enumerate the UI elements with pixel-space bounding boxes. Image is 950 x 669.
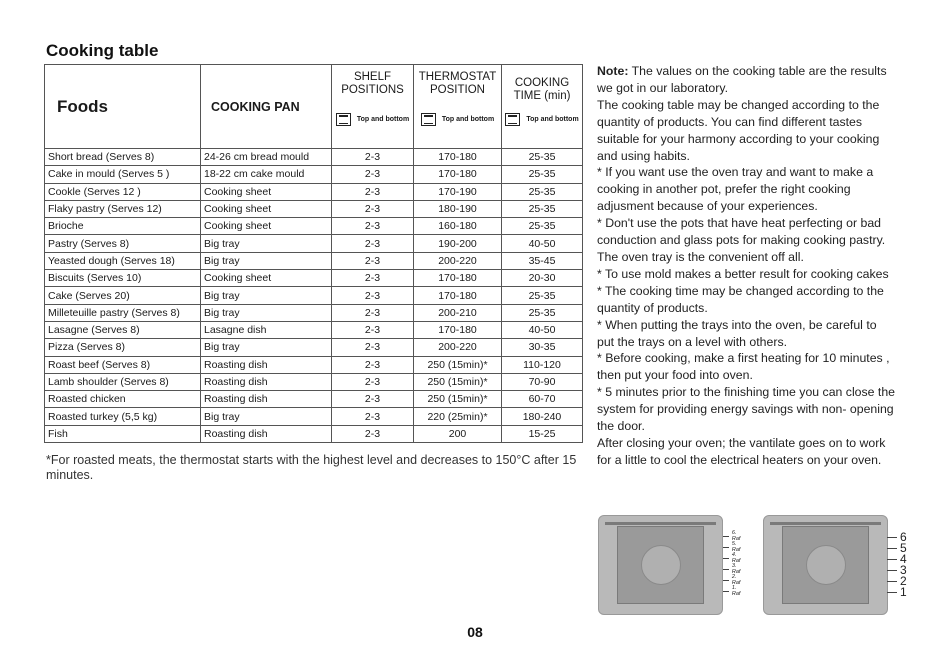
shelf-label: 6. Raf xyxy=(731,530,741,542)
cell-pan: Cooking sheet xyxy=(201,200,332,217)
shelf-number: 5 xyxy=(900,541,907,555)
cell-food: Short bread (Serves 8) xyxy=(45,149,201,166)
cell-food: Roasted turkey (5,5 kg) xyxy=(45,408,201,425)
cell-food: Cookle (Serves 12 ) xyxy=(45,183,201,200)
top-bottom-label: Top and bottom xyxy=(526,115,579,123)
table-row xyxy=(45,339,583,356)
cell-pan: Roasting dish xyxy=(201,425,332,442)
table-row xyxy=(45,252,583,269)
cell-pan: Big tray xyxy=(201,287,332,304)
header-cooking-pan: COOKING PAN xyxy=(201,65,332,149)
cell-food: Milleteuille pastry (Serves 8) xyxy=(45,304,201,321)
note-paragraph: * If you want use the oven tray and want to make a cooking in another pot, prefer the right cooking adjusment because of your experiences. xyxy=(597,165,874,214)
table-row xyxy=(45,166,583,183)
page-number: 08 xyxy=(467,624,483,640)
cell-pan: Cooking sheet xyxy=(201,183,332,200)
cell-thermostat: 170-180 xyxy=(414,287,502,304)
table-row xyxy=(45,183,583,200)
cell-time: 180-240 xyxy=(502,408,583,425)
cell-shelf: 2-3 xyxy=(332,235,414,252)
oven-fan-icon xyxy=(806,545,846,585)
header-cooking-time xyxy=(502,65,583,149)
cell-time: 40-50 xyxy=(502,235,583,252)
cell-pan: 18-22 cm cake mould xyxy=(201,166,332,183)
header-cooking-label: COOKING TIME (min) xyxy=(513,77,571,102)
cell-thermostat: 160-180 xyxy=(414,218,502,235)
cell-food: Cake in mould (Serves 5 ) xyxy=(45,166,201,183)
note-text: The values on the cooking table are the results we got in our laboratory. xyxy=(597,64,887,95)
cell-food: Fish xyxy=(45,425,201,442)
notes-column xyxy=(597,63,897,469)
cell-time: 25-35 xyxy=(502,287,583,304)
cell-shelf: 2-3 xyxy=(332,391,414,408)
cell-thermostat: 190-200 xyxy=(414,235,502,252)
cell-food: Brioche xyxy=(45,218,201,235)
shelf-number: 4 xyxy=(900,552,907,566)
cell-shelf: 2-3 xyxy=(332,287,414,304)
cell-shelf: 2-3 xyxy=(332,321,414,338)
cell-pan: Cooking sheet xyxy=(201,218,332,235)
table-row xyxy=(45,425,583,442)
table-body xyxy=(45,149,583,443)
cell-thermostat: 250 (15min)* xyxy=(414,356,502,373)
header-shelf-label: SHELF POSITIONS xyxy=(341,71,404,96)
cell-pan: Roasting dish xyxy=(201,373,332,390)
cell-pan: 24-26 cm bread mould xyxy=(201,149,332,166)
header-thermostat-label: THERMOSTAT POSITION xyxy=(418,71,497,96)
note-paragraph: * Don't use the pots that have heat perfecting or bad conduction and glass pots for making cooking pastry. The oven tray is the convenient off all. xyxy=(597,216,886,264)
header-thermostat-position xyxy=(414,65,502,149)
table-row xyxy=(45,356,583,373)
oven-interior-image-left xyxy=(598,515,723,615)
cell-pan: Roasting dish xyxy=(201,356,332,373)
table-header-row xyxy=(45,65,583,149)
table-row xyxy=(45,270,583,287)
shelf-label: 1. Raf xyxy=(731,585,741,597)
cell-time: 25-35 xyxy=(502,218,583,235)
cell-pan: Big tray xyxy=(201,235,332,252)
cell-time: 25-35 xyxy=(502,304,583,321)
cell-food: Pizza (Serves 8) xyxy=(45,339,201,356)
cell-shelf: 2-3 xyxy=(332,200,414,217)
note-paragraph: * Before cooking, make a first heating for 10 minutes , then put your food into oven. xyxy=(597,351,890,383)
cell-food: Cake (Serves 20) xyxy=(45,287,201,304)
shelf-label: 3. Raf xyxy=(731,563,741,575)
cell-time: 60-70 xyxy=(502,391,583,408)
cell-thermostat: 250 (15min)* xyxy=(414,391,502,408)
cell-shelf: 2-3 xyxy=(332,425,414,442)
note-paragraph: * 5 minutes prior to the finishing time you can close the system for providing energy savings with non- opening the door. xyxy=(597,385,896,434)
cell-pan: Big tray xyxy=(201,252,332,269)
cell-food: Biscuits (Serves 10) xyxy=(45,270,201,287)
cell-pan: Big tray xyxy=(201,304,332,321)
cell-shelf: 2-3 xyxy=(332,270,414,287)
table-row xyxy=(45,408,583,425)
note-paragraph: After closing your oven; the vantilate goes on to work for a little to cool the electrical heaters on your oven. xyxy=(597,435,886,467)
cell-pan: Lasagne dish xyxy=(201,321,332,338)
cell-time: 30-35 xyxy=(502,339,583,356)
cell-time: 25-35 xyxy=(502,183,583,200)
cell-food: Lasagne (Serves 8) xyxy=(45,321,201,338)
top-bottom-heat-icon xyxy=(421,113,436,126)
shelf-label: 4. Raf xyxy=(731,552,741,564)
table-row xyxy=(45,235,583,252)
cell-thermostat: 220 (25min)* xyxy=(414,408,502,425)
cell-food: Yeasted dough (Serves 18) xyxy=(45,252,201,269)
cell-food: Lamb shoulder (Serves 8) xyxy=(45,373,201,390)
oven-fan-icon xyxy=(641,545,681,585)
shelf-number: 2 xyxy=(900,574,907,588)
shelf-label: 2. Raf xyxy=(731,574,741,586)
top-bottom-heat-icon xyxy=(505,113,520,126)
cell-time: 35-45 xyxy=(502,252,583,269)
cell-thermostat: 170-180 xyxy=(414,149,502,166)
cell-shelf: 2-3 xyxy=(332,166,414,183)
shelf-number: 1 xyxy=(900,585,907,599)
cell-pan: Roasting dish xyxy=(201,391,332,408)
cell-food: Roast beef (Serves 8) xyxy=(45,356,201,373)
header-foods: Foods xyxy=(45,65,201,149)
top-bottom-label: Top and bottom xyxy=(356,115,410,123)
oven-interior-image-right xyxy=(763,515,888,615)
cell-pan: Big tray xyxy=(201,408,332,425)
cell-food: Pastry (Serves 8) xyxy=(45,235,201,252)
top-bottom-heat-icon xyxy=(336,113,351,126)
cell-thermostat: 170-190 xyxy=(414,183,502,200)
cell-thermostat: 200 xyxy=(414,425,502,442)
note-paragraph: * When putting the trays into the oven, be careful to put the trays on a level with others. xyxy=(597,317,877,349)
cell-shelf: 2-3 xyxy=(332,149,414,166)
cell-shelf: 2-3 xyxy=(332,356,414,373)
note-paragraph: The cooking table may be changed according to the quantity of products. You can find different tastes suitable for your harmony according to your cooking and using habits. xyxy=(597,97,880,163)
cell-thermostat: 180-190 xyxy=(414,200,502,217)
cell-shelf: 2-3 xyxy=(332,408,414,425)
header-shelf-positions xyxy=(332,65,414,149)
note-intro xyxy=(597,63,897,97)
table-row xyxy=(45,373,583,390)
cell-shelf: 2-3 xyxy=(332,373,414,390)
cell-time: 20-30 xyxy=(502,270,583,287)
note-paragraph: * The cooking time may be changed according to the quantity of products. xyxy=(597,283,884,315)
cell-pan: Cooking sheet xyxy=(201,270,332,287)
table-row xyxy=(45,218,583,235)
cell-shelf: 2-3 xyxy=(332,183,414,200)
page-title: Cooking table xyxy=(46,41,159,60)
table-row xyxy=(45,321,583,338)
shelf-number: 6 xyxy=(900,530,907,544)
cell-time: 110-120 xyxy=(502,356,583,373)
cell-time: 25-35 xyxy=(502,149,583,166)
cell-thermostat: 200-210 xyxy=(414,304,502,321)
top-bottom-label: Top and bottom xyxy=(441,115,495,123)
cell-thermostat: 170-180 xyxy=(414,321,502,338)
cell-thermostat: 170-180 xyxy=(414,270,502,287)
cell-shelf: 2-3 xyxy=(332,218,414,235)
table-row xyxy=(45,304,583,321)
cell-thermostat: 200-220 xyxy=(414,252,502,269)
note-label: Note: xyxy=(597,64,629,78)
table-row xyxy=(45,149,583,166)
cell-shelf: 2-3 xyxy=(332,304,414,321)
cell-time: 25-35 xyxy=(502,200,583,217)
cell-time: 70-90 xyxy=(502,373,583,390)
cell-pan: Big tray xyxy=(201,339,332,356)
cell-thermostat: 250 (15min)* xyxy=(414,373,502,390)
cell-food: Roasted chicken xyxy=(45,391,201,408)
cell-time: 25-35 xyxy=(502,166,583,183)
cell-time: 15-25 xyxy=(502,425,583,442)
cell-time: 40-50 xyxy=(502,321,583,338)
cell-thermostat: 170-180 xyxy=(414,166,502,183)
table-row xyxy=(45,391,583,408)
cell-food: Flaky pastry (Serves 12) xyxy=(45,200,201,217)
note-paragraph: * To use mold makes a better result for cooking cakes xyxy=(597,266,889,281)
roasted-meats-footnote: *For roasted meats, the thermostat starts with the highest level and decreases to 150°C after 15 minutes. xyxy=(46,453,577,482)
cell-shelf: 2-3 xyxy=(332,339,414,356)
table-row xyxy=(45,200,583,217)
cell-thermostat: 200-220 xyxy=(414,339,502,356)
cell-shelf: 2-3 xyxy=(332,252,414,269)
table-row xyxy=(45,287,583,304)
shelf-number: 3 xyxy=(900,563,907,577)
shelf-label: 5. Raf xyxy=(731,541,741,553)
cooking-table xyxy=(44,64,583,443)
